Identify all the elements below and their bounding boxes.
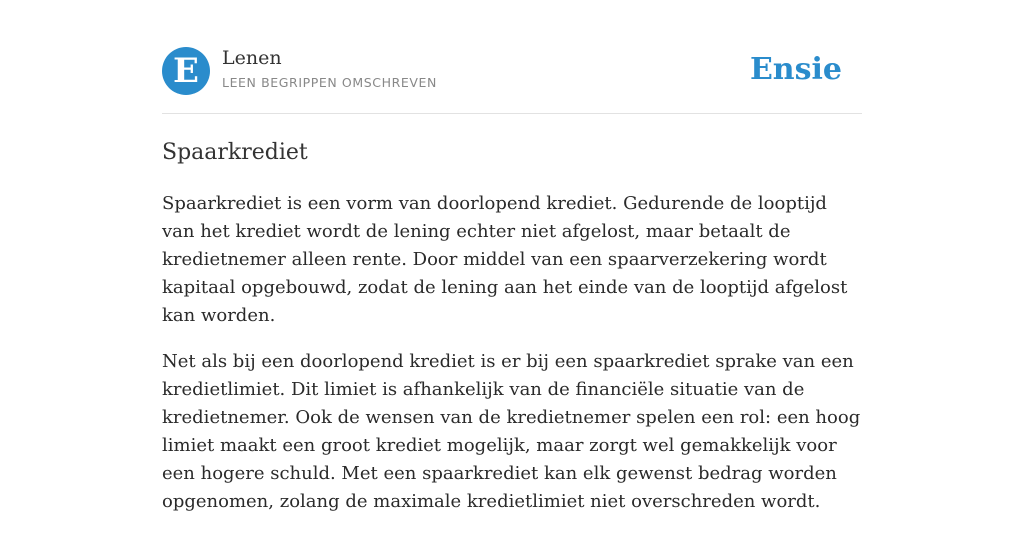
page: [162, 0, 862, 512]
site-logo[interactable]: E: [162, 47, 210, 95]
article-title: Spaarkrediet: [162, 140, 308, 165]
article-paragraph: Spaarkrediet is een vorm van doorlopend krediet. Gedurende de looptijd van het krediet wordt de lening echter niet afgelost, maar betaalt de kredietnemer alleen rente. Door middel van een spaarverzekering wordt kapitaal opgebouwd, zodat de lening aan het einde van de looptijd afgelost kan worden.: [162, 193, 848, 326]
site-title[interactable]: Lenen: [222, 47, 282, 69]
site-subtitle: LEEN BEGRIPPEN OMSCHREVEN: [222, 75, 437, 90]
header: [162, 0, 862, 114]
article-paragraph: Net als bij een doorlopend krediet is er bij een spaarkrediet sprake van een kredietlimiet. Dit limiet is afhankelijk van de financiële situatie van de kredietnemer. Ook de wensen van de kredietnemer spelen een rol: een hoog limiet maakt een groot krediet mogelijk, maar zorgt wel gemakkelijk voor een hogere schuld. Met een spaarkrediet kan elk gewenst bedrag worden opgenomen, zolang de maximale kredietlimiet niet overschreden wordt.: [162, 351, 861, 512]
article-body: [162, 190, 862, 534]
brand-logo[interactable]: Ensie: [749, 52, 842, 87]
